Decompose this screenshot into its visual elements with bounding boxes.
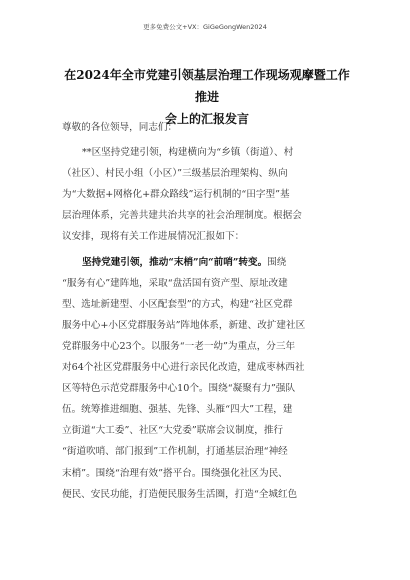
paragraph-line: 服务中心+小区党群服务站”阵地体系，新建、改扩建社区 — [62, 319, 306, 331]
paragraph-line: “服务有心”建阵地，采取“盘活国有资产型、原址改建 — [62, 277, 288, 289]
paragraph-line: 区等特色示范党群服务中心10个。围绕“凝聚有力”强队 — [62, 383, 296, 395]
paragraph-line: 型、选址新建型、小区配套型”的方式，构建“社区党群 — [62, 298, 293, 310]
salutation: 尊敬的各位领导，同志们： — [62, 122, 178, 133]
paragraph-line: **区坚持党建引领，构建横向为“乡镇（街道）、村 — [82, 147, 294, 159]
paragraph-line: 对64个社区党群服务中心进行亲民化改造，建成枣林西社 — [62, 362, 305, 374]
paragraph-line: “街道吹哨、部门报到”工作机制，打通基层治理“神经 — [62, 446, 288, 458]
paragraph-line: 党群服务中心23个。以服务“一老一幼”为重点，分三年 — [62, 340, 296, 352]
header-note: 更多免费公文+VX：GiGeGongWen2024 — [143, 23, 267, 31]
paragraph-line — [62, 252, 352, 273]
title-line: 会上的汇报发言 — [164, 112, 249, 126]
paragraph-line: （社区）、村民小组（小区）”三级基层治理架构、纵向 — [62, 168, 288, 180]
title-line: 在2024年全市党建引领基层治理工作现场观摩暨工作推进 — [64, 68, 350, 104]
document-body — [62, 117, 352, 505]
paragraph-line: 议安排，现将有关工作进展情况汇报如下： — [62, 231, 245, 243]
paragraph-line: 立街道“大工委”、社区“大党委”联席会议制度，推行 — [62, 425, 284, 437]
section-heading: 坚持党建引领，推动“末梢”向“前哨”转变。 — [82, 256, 268, 268]
paragraph-line: 层治理体系，完善共建共治共享的社会治理制度。根据会 — [62, 210, 302, 222]
paragraph-line: 便民、安民功能，打造便民服务生活圈，打造“全城红色 — [62, 488, 298, 500]
paragraph-line: 为“大数据+网格化+群众路线”运行机制的“田字型”基 — [62, 189, 290, 201]
paragraph-line: 伍。统筹推进细胞、强基、先锋、头雁“四大”工程，建 — [62, 404, 293, 416]
paragraph-text: 围绕 — [267, 256, 287, 268]
paragraph-line: 末梢”。围绕“治理有效”搭平台。围绕强化社区为民、 — [62, 467, 288, 479]
